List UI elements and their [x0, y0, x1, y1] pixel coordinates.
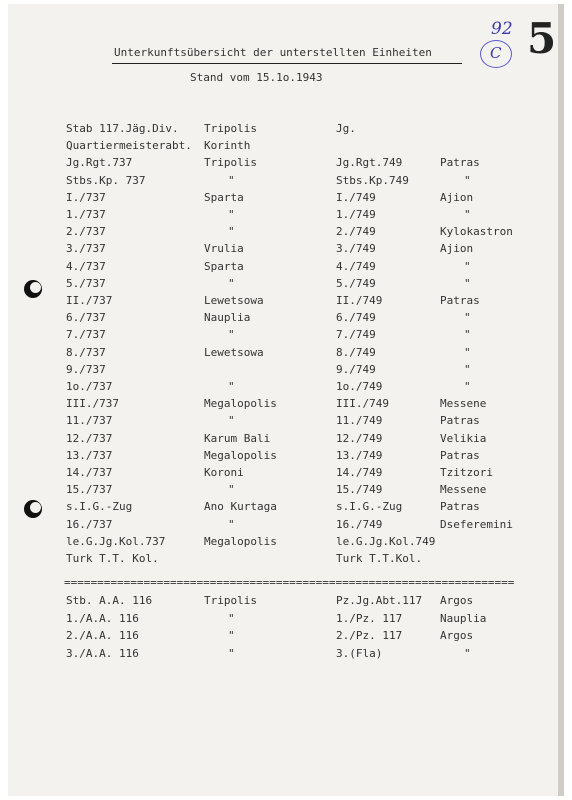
unit-left-cell: 15./737	[66, 483, 113, 497]
unit-left-cell: 1./737	[66, 208, 106, 221]
location-right-cell: "	[464, 276, 471, 290]
unit-right-cell: 14./749	[336, 466, 383, 479]
location-right-cell: "	[464, 208, 471, 221]
unit-left-cell: I./737	[66, 190, 106, 204]
location-right-cell: Tzitzori	[440, 466, 493, 479]
location-right-cell: "	[464, 646, 471, 660]
unit-right-cell: Pz.Jg.Abt.117	[336, 594, 423, 607]
location-right-cell: Messene	[440, 397, 487, 411]
location-right-cell: "	[464, 173, 471, 187]
unit-left-cell: Stab 117.Jäg.Div.	[66, 122, 179, 135]
unit-right-cell: le.G.Jg.Kol.749	[336, 534, 436, 548]
location-right-cell: Argos	[440, 594, 474, 607]
unit-left-cell: 13./737	[66, 448, 113, 462]
unit-right-cell: I./749	[336, 190, 376, 204]
unit-right-cell: 5./749	[336, 276, 376, 290]
unit-left-cell: 16./737	[66, 517, 113, 531]
unit-left-cell: 14./737	[66, 466, 113, 479]
location-right-cell: Patras	[440, 448, 480, 462]
location-left-cell: "	[228, 483, 235, 497]
location-left-cell: Tripolis	[204, 594, 257, 607]
punch-hole-top	[24, 280, 42, 298]
location-left-cell: "	[228, 276, 235, 290]
location-right-cell: Kylokastron	[440, 225, 513, 239]
unit-right-cell: II./749	[336, 294, 383, 307]
unit-left-cell: 7./737	[66, 328, 106, 342]
punch-hole-bottom	[24, 500, 42, 518]
location-right-cell: Velikia	[440, 431, 487, 445]
location-left-cell: Sparta	[204, 259, 244, 273]
unit-left-cell: 4./737	[66, 259, 106, 273]
unit-right-cell: 4./749	[336, 259, 376, 273]
unit-right-cell: III./749	[336, 397, 389, 411]
location-left-cell: Sparta	[204, 190, 244, 204]
handwritten-folio-number: 92	[491, 19, 513, 39]
location-left-cell: Tripolis	[204, 156, 257, 170]
location-left-cell: Megalopolis	[204, 448, 277, 462]
location-right-cell: Patras	[440, 156, 480, 170]
location-left-cell: "	[228, 517, 235, 531]
location-right-cell: Patras	[440, 294, 480, 307]
unit-right-cell: 1./Pz. 117	[336, 611, 403, 625]
location-left-cell: Lewetsowa	[204, 345, 264, 359]
location-left-cell: "	[228, 611, 235, 625]
separator-line: ====================================================================	[64, 576, 515, 589]
location-left-cell: "	[228, 173, 235, 187]
location-left-cell: Karum Bali	[204, 431, 271, 445]
location-right-cell: Nauplia	[440, 611, 487, 625]
unit-right-cell: Jg.	[336, 122, 356, 135]
unit-right-cell: 2./Pz. 117	[336, 629, 403, 642]
location-left-cell: Koroni	[204, 466, 244, 479]
location-left-cell: "	[228, 380, 235, 393]
unit-left-cell: III./737	[66, 397, 119, 411]
unit-left-cell: 8./737	[66, 345, 106, 359]
location-right-cell: Patras	[440, 414, 480, 428]
unit-left-cell: 3./A.A. 116	[66, 646, 139, 660]
location-left-cell: Vrulia	[204, 242, 244, 256]
location-right-cell: "	[464, 362, 471, 376]
unit-right-cell: 3.(Fla)	[336, 646, 383, 660]
unit-left-cell: Stbs.Kp. 737	[66, 173, 146, 187]
location-right-cell: "	[464, 311, 471, 325]
location-right-cell: "	[464, 345, 471, 359]
location-left-cell: Megalopolis	[204, 534, 277, 548]
location-left-cell: "	[228, 629, 235, 642]
location-right-cell: Dseferemini	[440, 517, 513, 531]
unit-right-cell: 15./749	[336, 483, 383, 497]
unit-left-cell: 5./737	[66, 276, 106, 290]
unit-right-cell: 8./749	[336, 345, 376, 359]
document-date: Stand vom 15.1o.1943	[190, 71, 323, 84]
unit-left-cell: 6./737	[66, 311, 106, 325]
unit-left-cell: 1o./737	[66, 380, 113, 393]
location-right-cell: Ajion	[440, 190, 474, 204]
location-left-cell: "	[228, 646, 235, 660]
unit-left-cell: II./737	[66, 294, 113, 307]
location-left-cell: "	[228, 208, 235, 221]
unit-left-cell: 3./737	[66, 242, 106, 256]
circled-mark-letter: C	[490, 44, 502, 62]
unit-right-cell: 1o./749	[336, 380, 383, 393]
unit-right-cell: 13./749	[336, 448, 383, 462]
unit-right-cell: 2./749	[336, 225, 376, 239]
circled-mark	[480, 40, 512, 68]
location-left-cell: Lewetsowa	[204, 294, 264, 307]
location-left-cell: Tripolis	[204, 122, 257, 135]
unit-right-cell: 12./749	[336, 431, 383, 445]
location-right-cell: "	[464, 380, 471, 393]
location-right-cell: Messene	[440, 483, 487, 497]
unit-right-cell: 6./749	[336, 311, 376, 325]
unit-left-cell: 12./737	[66, 431, 113, 445]
page-number: 5	[527, 14, 557, 63]
unit-left-cell: le.G.Jg.Kol.737	[66, 534, 166, 548]
document-title: Unterkunftsübersicht der unterstellten Einheiten	[114, 46, 432, 59]
unit-left-cell: Quartiermeisterabt.	[66, 139, 192, 153]
unit-right-cell: Jg.Rgt.749	[336, 156, 403, 170]
location-left-cell: Megalopolis	[204, 397, 277, 411]
unit-right-cell: 7./749	[336, 328, 376, 342]
location-left-cell: "	[228, 328, 235, 342]
location-right-cell: Patras	[440, 500, 480, 514]
location-left-cell: Ano Kurtaga	[204, 500, 277, 514]
unit-right-cell: 3./749	[336, 242, 376, 256]
unit-left-cell: 2./737	[66, 225, 106, 239]
location-left-cell: "	[228, 414, 235, 428]
unit-right-cell: s.I.G.-Zug	[336, 500, 403, 514]
document-page	[8, 4, 564, 796]
location-right-cell: Ajion	[440, 242, 474, 256]
page-edge	[558, 4, 564, 796]
unit-left-cell: 9./737	[66, 362, 106, 376]
unit-left-cell: 2./A.A. 116	[66, 629, 139, 642]
unit-right-cell: Turk T.T.Kol.	[336, 552, 423, 565]
unit-right-cell: 11./749	[336, 414, 383, 428]
unit-left-cell: Stb. A.A. 116	[66, 594, 153, 607]
unit-left-cell: 11./737	[66, 414, 113, 428]
unit-right-cell: 16./749	[336, 517, 383, 531]
location-left-cell: Nauplia	[204, 311, 251, 325]
title-underline	[112, 63, 462, 64]
unit-left-cell: Jg.Rgt.737	[66, 156, 133, 170]
unit-left-cell: 1./A.A. 116	[66, 611, 139, 625]
location-right-cell: "	[464, 328, 471, 342]
unit-right-cell: 9./749	[336, 362, 376, 376]
unit-right-cell: Stbs.Kp.749	[336, 173, 409, 187]
location-right-cell: "	[464, 259, 471, 273]
location-left-cell: "	[228, 225, 235, 239]
location-right-cell: Argos	[440, 629, 474, 642]
location-left-cell: Korinth	[204, 139, 251, 153]
unit-left-cell: s.I.G.-Zug	[66, 500, 133, 514]
unit-right-cell: 1./749	[336, 208, 376, 221]
unit-left-cell: Turk T.T. Kol.	[66, 552, 159, 565]
